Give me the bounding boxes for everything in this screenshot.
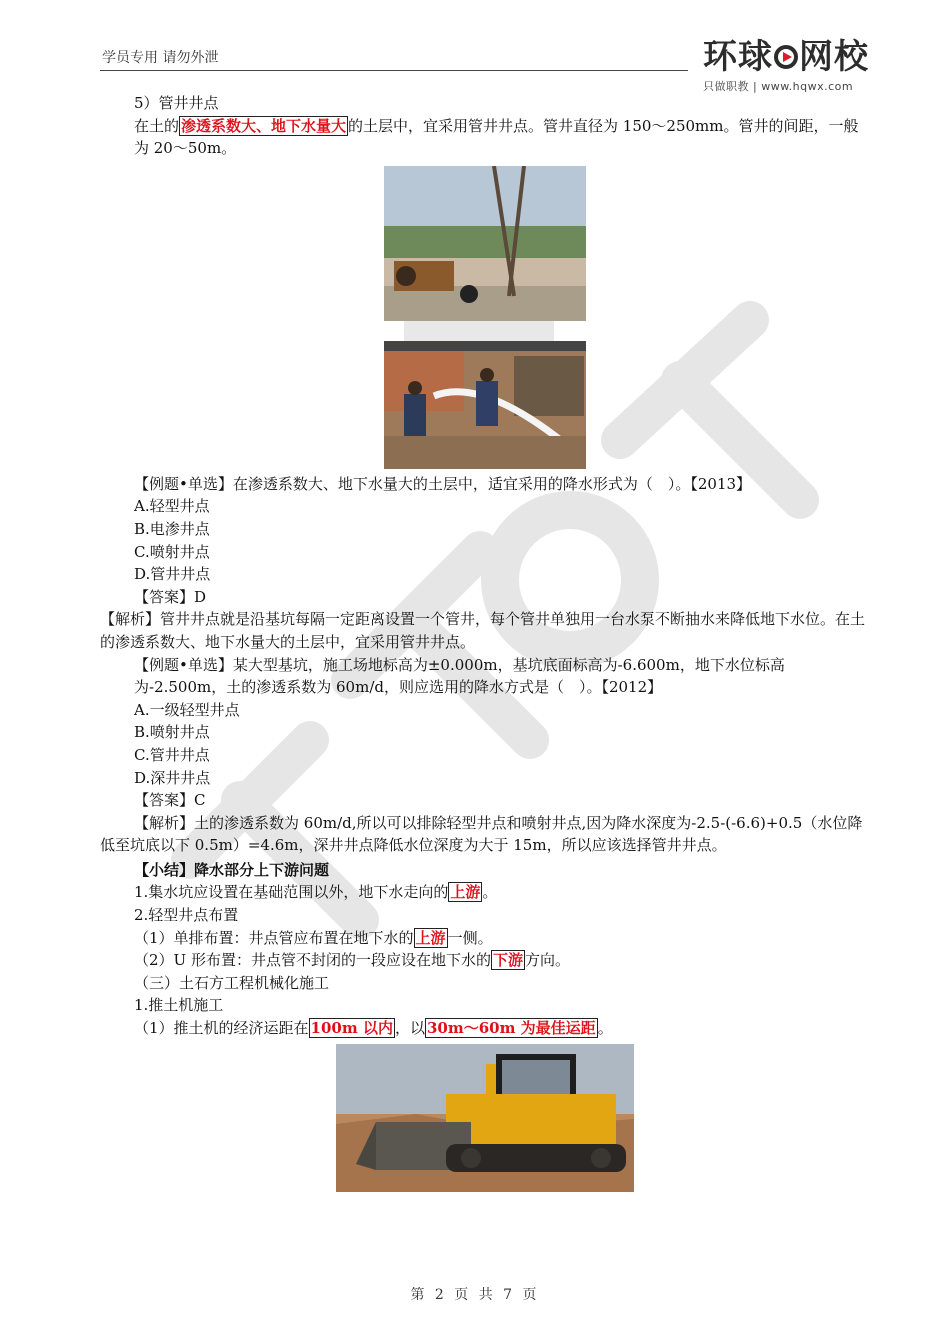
question-1-stem: 【例题•单选】在渗透系数大、地下水量大的土层中，适宜采用的降水形式为（ ）。【2013】: [134, 474, 752, 493]
question-2-stem: 【例题•单选】某大型基坑，施工场地标高为±0.000m，基坑底面标高为-6.600m，地下水位标高为-2.500m，土的渗透系数为 60m/d，则应选用的降水方式是（ ）。【2012】: [134, 655, 785, 697]
text-span: （1）推土机的经济运距在: [134, 1019, 309, 1038]
text-span: （2）U 形布置：井点管不封闭的一段应设在地下水的: [134, 951, 491, 970]
well-point-photo-container: [100, 166, 870, 469]
question-2-option: A.一级轻型井点: [134, 700, 240, 719]
summary-line-3: [100, 927, 870, 950]
highlight-keyword: 上游: [415, 928, 446, 947]
text-span: ，以: [394, 1019, 425, 1038]
logo-text-part1: 环球: [703, 37, 773, 77]
text-span: 方向。: [524, 951, 570, 970]
logo-slogan: 只做职教 | www.hqwx.com: [703, 80, 854, 93]
question-1-option: B.电渗井点: [134, 519, 210, 538]
play-circle-icon: [774, 45, 798, 69]
highlight-keyword: 100m 以内: [310, 1019, 393, 1038]
summary-line-1: [100, 881, 870, 904]
logo-text-part2: 网校: [799, 37, 869, 77]
question-2-answer: 【答案】C: [134, 791, 206, 810]
section-heading: 5）管井井点: [134, 94, 219, 112]
well-point-construction-photo: [384, 166, 586, 469]
text-span: 。: [597, 1019, 613, 1038]
section-paragraph: [100, 115, 870, 160]
summary-line-7: [100, 1017, 870, 1040]
question-1-analysis: 【解析】管井井点就是沿基坑每隔一定距离设置一个管井，每个管井单独用一台水泵不断抽水来降低地下水位。在土的渗透系数大、地下水量大的土层中，宜采用管井井点。: [100, 610, 866, 651]
question-1-option: D.管井井点: [134, 565, 211, 584]
text-span: 的土层中，宜采用管井井点。管井直径为 150～250mm。管井的间距，一般为 20～50m。: [134, 116, 859, 158]
text-span: 。: [482, 883, 498, 902]
question-2-option: C.管井井点: [134, 745, 210, 764]
highlight-keyword: 下游: [492, 951, 523, 970]
page-number: 第 2 页 共 7 页: [410, 1287, 540, 1303]
highlight-keyword: 30m～60m 为最佳运距: [426, 1019, 596, 1038]
summary-line-4: [100, 949, 870, 972]
header-note: 学员专用 请勿外泄: [102, 50, 219, 66]
summary-line-2: 2.轻型井点布置: [134, 906, 239, 925]
question-1-option: A.轻型井点: [134, 497, 210, 516]
highlight-keyword: 渗透系数大、地下水量大: [181, 116, 347, 135]
header-divider: [100, 70, 688, 71]
brand-logo: [703, 38, 873, 94]
bulldozer-photo: [336, 1044, 634, 1192]
text-span: 1.集水坑应设置在基础范围以外，地下水走向的: [134, 883, 449, 902]
text-span: （1）单排布置：井点管应布置在地下水的: [134, 928, 414, 947]
highlight-keyword: 上游: [450, 883, 481, 902]
question-1-option: C.喷射井点: [134, 542, 210, 561]
text-span: 在土的: [134, 116, 180, 135]
summary-line-6: 1.推土机施工: [134, 996, 224, 1015]
question-2-analysis: 【解析】土的渗透系数为 60m/d,所以可以排除轻型井点和喷射井点,因为降水深度为-2.5-(-6.6)+0.5（水位降低至坑底以下 0.5m）=4.6m，深井井点降低水位深度为大于 15m，所以应该选择管井井点。: [100, 813, 863, 855]
question-2-option: B.喷射井点: [134, 723, 210, 742]
summary-title: 【小结】降水部分上下游问题: [134, 860, 330, 879]
question-1-answer: 【答案】D: [134, 587, 207, 606]
document-body: [100, 92, 870, 1192]
text-span: 一侧。: [447, 928, 493, 947]
bulldozer-photo-container: [100, 1044, 870, 1192]
question-2-option: D.深井井点: [134, 768, 211, 787]
summary-line-5: （三）土石方工程机械化施工: [134, 973, 330, 992]
